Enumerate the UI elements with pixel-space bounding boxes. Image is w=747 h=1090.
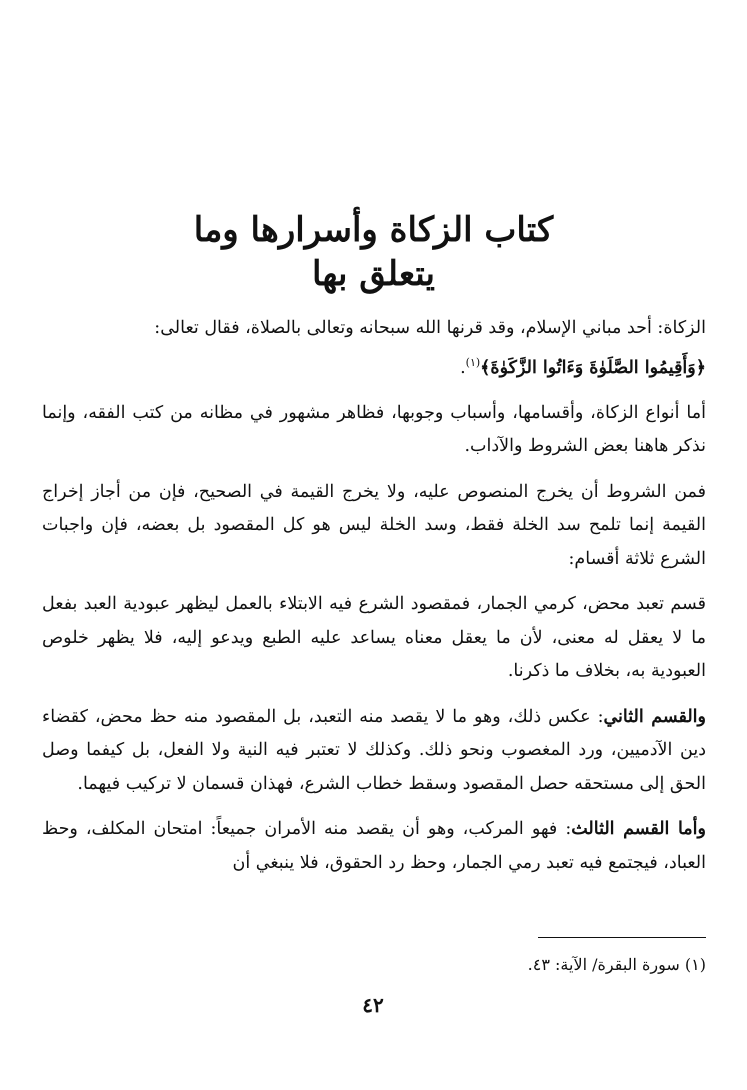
paragraph-6-text: : فهو المركب، وهو أن يقصد منه الأمران جميعاً: امتحان المكلف، وحظ العباد، فيجتمع فيه تعبد رمي الجمار، وحظ رد الحقوق، فلا ينبغي أن xyxy=(42,819,706,873)
paragraph-5 xyxy=(42,701,706,802)
quran-verse: ﴿وَأَقِيمُوا الصَّلَوٰةَ وَءَاتُوا الزَّكَوٰةَ﴾ xyxy=(480,357,706,378)
paragraph-1 xyxy=(42,312,706,385)
footnote-ref[interactable]: (١) xyxy=(465,355,481,369)
paragraph-2: أما أنواع الزكاة، وأقسامها، وأسباب وجوبها، فظاهر مشهور في مظانه من كتب الفقه، وإنما نذكر هاهنا بعض الشروط والآداب. xyxy=(42,402,706,457)
footnote: (١) سورة البقرة/ الآية: ٤٣. xyxy=(527,955,706,974)
paragraph-1-tail: . xyxy=(460,357,466,378)
paragraph-1-text: الزكاة: أحد مباني الإسلام، وقد قرنها الله سبحانه وتعالى بالصلاة، فقال تعالى: xyxy=(154,318,706,338)
chapter-title: كتاب الزكاة وأسرارها وما يتعلق بها xyxy=(193,210,554,294)
footnote-divider xyxy=(538,937,706,938)
paragraph-6 xyxy=(42,813,706,880)
paragraph-5-lead: والقسم الثاني xyxy=(603,706,706,727)
paragraph-3: فمن الشروط أن يخرج المنصوص عليه، ولا يخرج القيمة في الصحيح، فإن من أجاز إخراج القيمة إنما تلمح سد الخلة فقط، وسد الخلة ليس هو كل المقصود بل بعضه، فإن واجبات الشرع ثلاثة أقسام: xyxy=(42,481,706,569)
paragraph-6-lead: وأما القسم الثالث xyxy=(571,819,706,840)
main-text xyxy=(42,312,706,892)
paragraph-4: قسم تعبد محض، كرمي الجمار، فمقصود الشرع فيه الابتلاء بالعمل ليظهر عبودية العبد بفعل ما لا يعقل له معنى، لأن ما يعقل معناه يساعد عليه الطبع ويدعو إليه، فلا يظهر خلوص العبودية به، بخلاف ما ذكرنا. xyxy=(42,594,706,682)
page-number: ٤٢ xyxy=(362,993,384,1017)
paragraph-5-text: : عكس ذلك، وهو ما لا يقصد منه التعبد، بل المقصود منه حظ محض، كقضاء دين الآدميين، ورد المغصوب ونحو ذلك. وكذلك لا تعتبر فيه النية ولا الفعل، بل كيفما وصل الحق إلى مستحقه حصل المقصود وسقط خطاب الشرع، فهذان قسمان لا تركيب فيهما. xyxy=(42,706,706,794)
